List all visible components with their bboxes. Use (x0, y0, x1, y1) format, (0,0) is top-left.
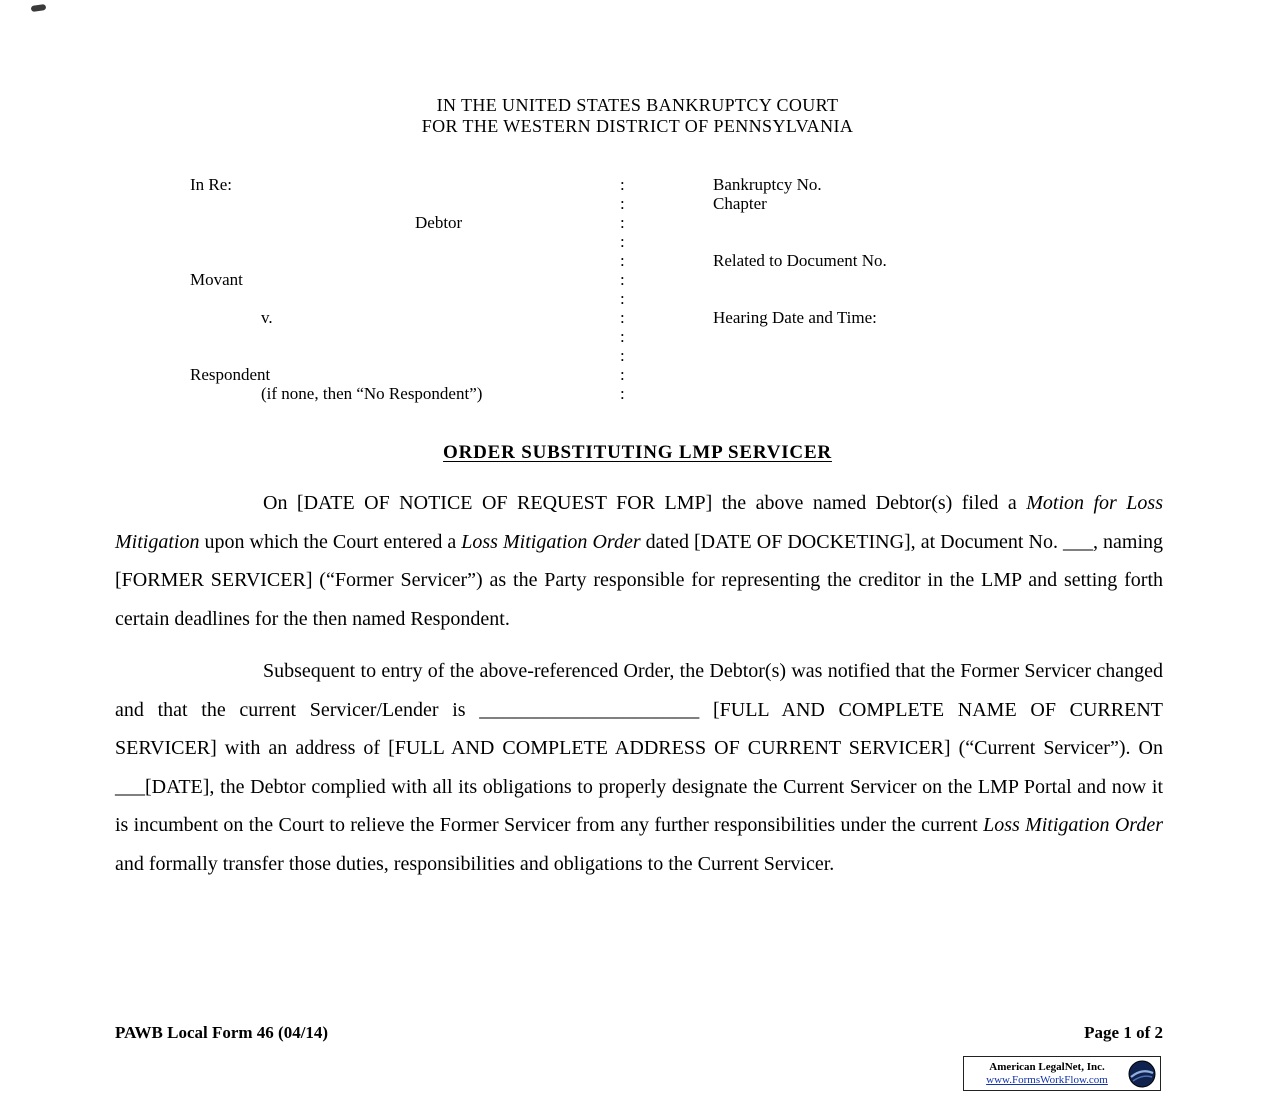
legalnet-logo-box (963, 1056, 1161, 1091)
caption-right-text (713, 346, 1180, 365)
text-run: dated [DATE OF DOCKETING], at Document No. ___, naming [FORMER SERVICER] (“Former Servicer”) as the Party responsible for representing the creditor in the LMP and setting forth certain deadlines for the then named Respondent. (115, 530, 1164, 630)
caption-right-text: Hearing Date and Time: (713, 308, 877, 327)
caption-right-text: Chapter (713, 194, 767, 213)
italic-text-run: Loss Mitigation Order (461, 530, 641, 553)
caption-row (190, 194, 1180, 213)
document-title: ORDER SUBSTITUTING LMP SERVICER (443, 442, 832, 463)
caption-colon: : (620, 270, 625, 289)
caption-colon: : (620, 308, 625, 327)
caption-left-text (190, 251, 620, 270)
caption-left-text (190, 232, 620, 251)
caption-colon: : (620, 175, 625, 194)
caption-row (190, 251, 1180, 270)
caption-left-text: In Re: (190, 175, 233, 194)
caption-row (190, 232, 1180, 251)
caption-colon: : (620, 194, 625, 213)
caption-right-text: Bankruptcy No. (713, 175, 822, 194)
document-body (115, 484, 1163, 883)
caption-colon: : (620, 289, 625, 308)
caption-colon: : (620, 327, 625, 346)
caption-right-text (713, 365, 1180, 384)
form-number: PAWB Local Form 46 (04/14) (115, 1023, 329, 1042)
page-footer (115, 1023, 1163, 1043)
caption-colon: : (620, 232, 625, 251)
caption-row (190, 289, 1180, 308)
caption-row (190, 175, 1180, 194)
caption-right-text (713, 289, 1180, 308)
caption-row (190, 213, 1180, 232)
text-run: and formally transfer those duties, responsibilities and obligations to the Current Servicer. (115, 852, 835, 875)
text-run: Subsequent to entry of the above-referenced Order, the Debtor(s) was notified that the Former Servicer changed and that the current Servicer/Lender is ______________________ [FULL AND COMPLETE NAME OF CURRENT SERVICER] with an address of [FULL AND COMPLETE ADDRESS OF CURRENT SERVICER] (“Current Servicer”). On ___[DATE], the Debtor complied with all its obligations to properly designate the Current Servicer on the LMP Portal and now it is incumbent on the Court to relieve the Former Servicer from any further responsibilities under the current (115, 660, 1163, 836)
legalnet-company-name: American LegalNet, Inc. (989, 1060, 1105, 1073)
caption-row (190, 308, 1180, 327)
legalnet-website-link[interactable]: www.FormsWorkFlow.com (986, 1073, 1108, 1086)
italic-text-run: Motion for Loss Mitigation (115, 492, 1163, 553)
caption-left-text (190, 346, 620, 365)
court-district: FOR THE WESTERN DISTRICT OF PENNSYLVANIA (421, 116, 854, 136)
caption-row (190, 384, 1180, 403)
caption-colon: : (620, 384, 625, 403)
caption-row (190, 346, 1180, 365)
caption-right-text (713, 213, 1180, 232)
caption-left-text: Movant (190, 270, 243, 289)
caption-colon: : (620, 346, 625, 365)
caption-left-text: (if none, then “No Respondent”) (261, 384, 483, 403)
caption-row (190, 270, 1180, 289)
page-number: Page 1 of 2 (1084, 1023, 1163, 1042)
legalnet-logo-text (970, 1061, 1124, 1087)
case-caption (190, 175, 1180, 403)
court-header (0, 95, 1275, 137)
caption-right-text: Related to Document No. (713, 251, 887, 270)
text-run: On [DATE OF NOTICE OF REQUEST FOR LMP] the above named Debtor(s) filed a (263, 492, 1027, 514)
caption-right-text (713, 327, 1180, 346)
caption-colon: : (620, 365, 625, 384)
caption-right-text (713, 384, 1180, 403)
caption-left-text: v. (261, 308, 273, 327)
court-name: IN THE UNITED STATES BANKRUPTCY COURT (436, 95, 839, 115)
text-run: upon which the Court entered a (199, 530, 462, 553)
caption-right-text (713, 270, 1180, 289)
body-paragraph (115, 652, 1163, 883)
caption-left-text (190, 289, 620, 308)
caption-row (190, 365, 1180, 384)
caption-left-text (190, 327, 620, 346)
caption-left-text: Debtor (415, 213, 463, 232)
italic-text-run: Loss Mitigation Order (983, 814, 1164, 836)
caption-left-text: Respondent (190, 365, 271, 384)
caption-colon: : (620, 213, 625, 232)
caption-row (190, 327, 1180, 346)
caption-left-text (190, 194, 620, 213)
scan-artifact (31, 4, 47, 12)
globe-icon (1128, 1060, 1156, 1088)
caption-right-text (713, 232, 1180, 251)
body-paragraph (115, 484, 1163, 638)
caption-colon: : (620, 251, 625, 270)
